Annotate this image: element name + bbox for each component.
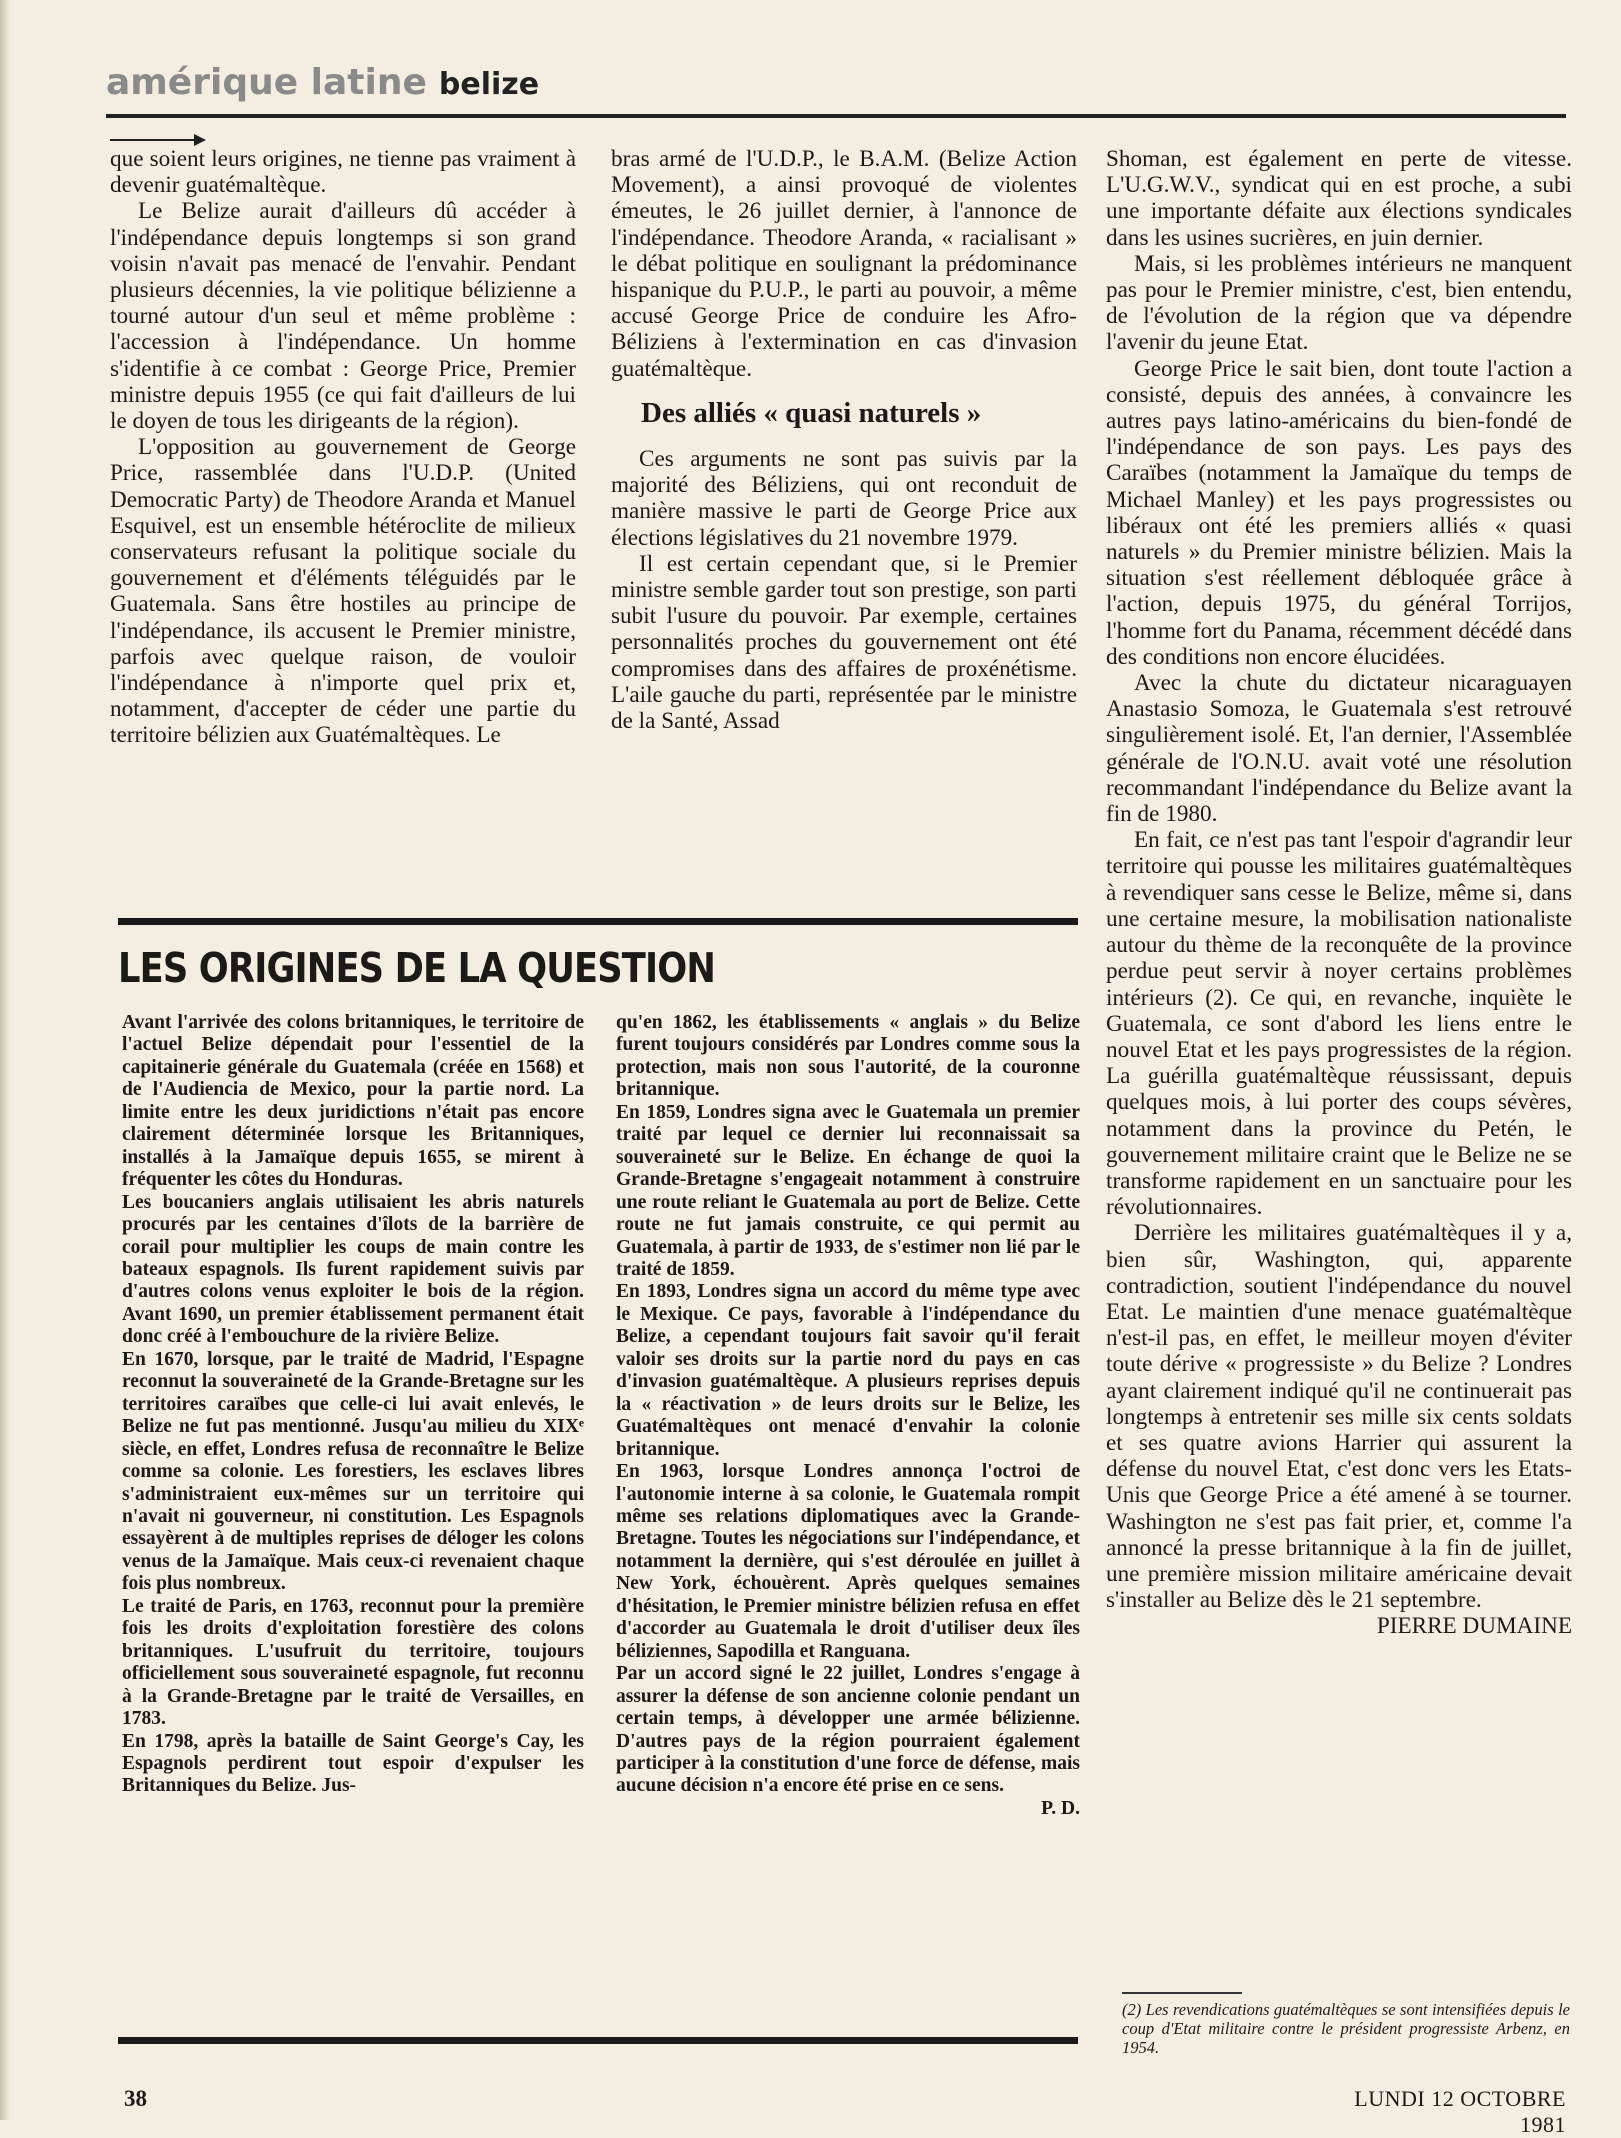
box-paragraph: qu'en 1862, les établissements « anglais » du Belize furent toujours considérés par Londres comme sous la protection, mais non sous l'autorité, de la couronne britannique. [616,1012,1080,1101]
paragraph: L'opposition au gouvernement de George Price, rassemblée dans l'U.D.P. (United Democratic Party) de Theodore Aranda et Manuel Esquivel, est un ensemble hétéroclite de milieux conservateurs refusant la politique sociale du gouvernement et d'éléments téléguidés par le Guatemala. Sans être hostiles au principe de l'indépendance, ils accusent le Premier ministre, parfois avec quelque raison, de vouloir l'indépendance à n'importe quel prix et, notamment, d'accepter de céder une partie du territoire bélizien aux Guatémaltèques. Le [110,434,576,749]
paragraph: Derrière les militaires guatémaltèques il y a, bien sûr, Washington, qui, apparente contradiction, soutient l'indépendance du nouvel Etat. Le maintien d'une menace guatémaltèque n'est-il pas, en effet, le meilleur moyen d'éviter toute dérive « progressiste » du Belize ? Londres ayant clairement indiqué qu'il ne continuerait pas longtemps à entretenir ses mille six cents soldats et ses quatre avions Harrier qui assurent la défense du nouvel Etat, c'est donc vers les Etats-Unis que George Price a été amené à se tourner. Washington ne s'est pas fait prier, et, comme l'a annoncé la presse britannique à la fin de juillet, une première mission militaire américaine devait s'installer au Belize dès le 21 septembre. [1106,1220,1572,1614]
box-paragraph: En 1859, Londres signa avec le Guatemala un premier traité par lequel ce dernier lui reconnaissait sa souveraineté sur le Belize. En échange de quoi la Grande-Bretagne s'engageait notamment à construire une route reliant le Guatemala au port de Belize. Cette route ne fut jamais construite, ce qui permit au Guatemala, à partir de 1933, de s'estimer non lié par le traité de 1859. [616,1101,1080,1280]
article-column-2 [611,146,1077,734]
paragraph: Ces arguments ne sont pas suivis par la majorité des Béliziens, qui ont reconduit de manière massive le parti de George Price aux élections législatives du 21 novembre 1979. [611,446,1077,551]
paragraph: George Price le sait bien, dont toute l'action a consisté, depuis des années, à convaincre les autres pays latino-américains du bien-fondé de l'indépendance de son pays. Les pays des Caraïbes (notamment la Jamaïque du temps de Michael Manley) et les pays progressistes ou libéraux ont été les premiers alliés « quasi naturels » du Premier ministre bélizien. Mais la situation s'est réellement débloquée grâce à l'action, depuis 1975, du général Torrijos, l'homme fort du Panama, récemment décédé dans des conditions non encore élucidées. [1106,355,1572,670]
article-column-3 [1106,146,1572,1640]
issue-date: LUNDI 12 OCTOBRE 1981 [1354,2086,1566,2137]
header-rule [106,114,1566,118]
box-rule-bottom [118,2037,1078,2044]
subheading: Des alliés « quasi naturels » [641,396,982,429]
footnote-rule [1122,1992,1242,1994]
paragraph: Shoman, est également en perte de vitesse. L'U.G.W.V., syndicat qui en est proche, a subi une importante défaite aux élections syndicales dans les usines sucrières, en juin dernier. [1106,146,1572,251]
footnote: (2) Les revendications guatémaltèques se sont intensifiées depuis le coup d'Etat militaire contre le président progressiste Arbenz, en 1954. [1122,2000,1570,2057]
paragraph: bras armé de l'U.D.P., le B.A.M. (Belize Action Movement), a ainsi provoqué de violentes émeutes, le 26 juillet dernier, à l'annonce de l'indépendance. Theodore Aranda, « racialisant » le débat politique en soulignant la prédominance hispanique du P.U.P., le parti au pouvoir, a même accusé George Price de conduire les Afro-Béliziens à l'extermination en cas d'invasion guatémaltèque. [611,146,1077,382]
page-spine-shadow [0,0,10,2120]
paragraph: que soient leurs origines, ne tienne pas vraiment à devenir guatémaltèque. [110,146,576,199]
paragraph: Mais, si les problèmes intérieurs ne manquent pas pour le Premier ministre, c'est, bien entendu, de l'évolution de la région que va dépendre l'avenir du jeune Etat. [1106,250,1572,356]
box-rule-top [118,918,1078,925]
box-paragraph: En 1798, après la bataille de Saint George's Cay, les Espagnols perdirent tout espoir d'expulser les Britanniques du Belize. Jus- [122,1730,584,1797]
paragraph: Avec la chute du dictateur nicaraguayen Anastasio Somoza, le Guatemala s'est retrouvé singulièrement isolé. Et, l'an dernier, l'Assemblée générale de l'O.N.U. avait voté une résolution recommandant l'indépendance du Belize avant la fin de 1980. [1106,670,1572,828]
box-paragraph: Les boucaniers anglais utilisaient les abris naturels procurés par les centaines d'îlots de la barrière de corail pour multiplier les coups de main contre les bateaux espagnols. Ils furent rapidement suivis par d'autres colons venus exploiter le bois de la région. Avant 1690, un premier établissement permanent était donc créé à l'embouchure de la rivière Belize. [122,1191,584,1348]
box-paragraph: Avant l'arrivée des colons britanniques, le territoire de l'actuel Belize dépendait pour l'essentiel de la capitainerie générale du Guatemala (créée en 1568) et de l'Audiencia de Mexico, pour la partie nord. La limite entre les deux juridictions n'était pas encore clairement déterminée lorsque les Britanniques, installés à la Jamaïque depuis 1655, se mirent à fréquenter les côtes du Honduras. [122,1012,584,1191]
box-column-2 [616,1012,1080,1820]
box-paragraph: Par un accord signé le 22 juillet, Londres s'engage à assurer la défense de son ancienne colonie pendant un certain temps, à développer une armée bélizienne. D'autres pays de la région pourraient également participer à la constitution d'une force de défense, mais aucune décision n'a encore été prise en ce sens. [616,1663,1080,1797]
box-paragraph: En 1893, Londres signa un accord du même type avec le Mexique. Ce pays, favorable à l'indépendance du Belize, a cependant toujours fait savoir qu'il ferait valoir ses droits sur la partie nord du pays en cas d'invasion guatémaltèque. A plusieurs reprises depuis la « réactivation » de leurs droits sur le Belize, les Guatémaltèques ont menacé d'envahir la colonie britannique. [616,1281,1080,1460]
subsection-label: belize [438,67,540,102]
paragraph: Il est certain cependant que, si le Premier ministre semble garder tout son prestige, son parti subit l'usure du pouvoir. Par exemple, certaines personnalités proches du gouvernement ont été compromises dans des affaires de proxénétisme. L'aile gauche du parti, représentée par le ministre de la Santé, Assad [611,550,1077,735]
article-column-1 [110,146,576,749]
section-header [106,62,1566,122]
author-signature: PIERRE DUMAINE [1376,1613,1572,1640]
box-paragraph: En 1963, lorsque Londres annonça l'octroi de l'autonomie interne à sa colonie, le Guatemala rompit même ses relations diplomatiques avec la Grande-Bretagne. Toutes les négociations sur l'indépendance, et notamment la dernière, qui s'est déroulée en juillet à New York, échouèrent. Après quelques semaines d'hésitation, le Premier ministre bélizien refusa en effet d'accorder au Guatemala le droit d'utiliser deux îles béliziennes, Sapodilla et Ranguana. [616,1461,1080,1662]
box-signature: P. D. [1041,1797,1080,1819]
paragraph: En fait, ce n'est pas tant l'espoir d'agrandir leur territoire qui pousse les militaires guatémaltèques à revendiquer sans cesse le Belize, même si, dans une certaine mesure, la mobilisation nationaliste autour du thème de la reconquête de la province perdue peut servir à noyer certains problèmes intérieurs (2). Ce qui, en revanche, inquiète le Guatemala, ce sont d'abord les liens entre le nouvel Etat et les pays progressistes de la région. La guérilla guatémaltèque réussissant, depuis quelques mois, à lui porter des coups sévères, notamment dans la province du Petén, le gouvernement militaire craint que le Belize ne se transforme rapidement en un sanctuaire pour les révolutionnaires. [1106,827,1572,1221]
page-number: 38 [124,2086,147,2111]
paragraph: Le Belize aurait d'ailleurs dû accéder à l'indépendance depuis longtemps si son grand voisin n'avait pas menacé de l'envahir. Pendant plusieurs décennies, la vie politique bélizienne a tourné autour d'un seul et même problème : l'accession à l'indépendance. Un homme s'identifie à ce combat : George Price, Premier ministre depuis 1955 (ce qui fait d'ailleurs de lui le doyen de tous les dirigeants de la région). [110,198,576,435]
box-paragraph: Le traité de Paris, en 1763, reconnut pour la première fois les droits d'exploitation forestière des colons britanniques. L'usufruit du territoire, toujours officiellement sous souveraineté espagnole, fut reconnu à la Grande-Bretagne par le traité de Versailles, en 1783. [122,1595,584,1730]
box-title: LES ORIGINES DE LA QUESTION [118,944,715,992]
box-column-1 [122,1012,584,1798]
section-label: amérique latine [106,62,427,103]
box-paragraph: En 1670, lorsque, par le traité de Madrid, l'Espagne reconnut la souveraineté de la Grande-Bretagne sur les territoires caraïbes que celle-ci lui avait enlevés, le Belize ne fut pas mentionné. Jusqu'au milieu du XIXᵉ siècle, en effet, Londres refusa de reconnaître le Belize comme sa colonie. Les forestiers, les esclaves libres s'administraient eux-mêmes sur un territoire qui n'avait ni gouverneur, ni constitution. Les Espagnols essayèrent à de multiples reprises de déloger les colons venus de la Jamaïque. Mais ceux-ci revenaient chaque fois plus nombreux. [122,1348,584,1595]
